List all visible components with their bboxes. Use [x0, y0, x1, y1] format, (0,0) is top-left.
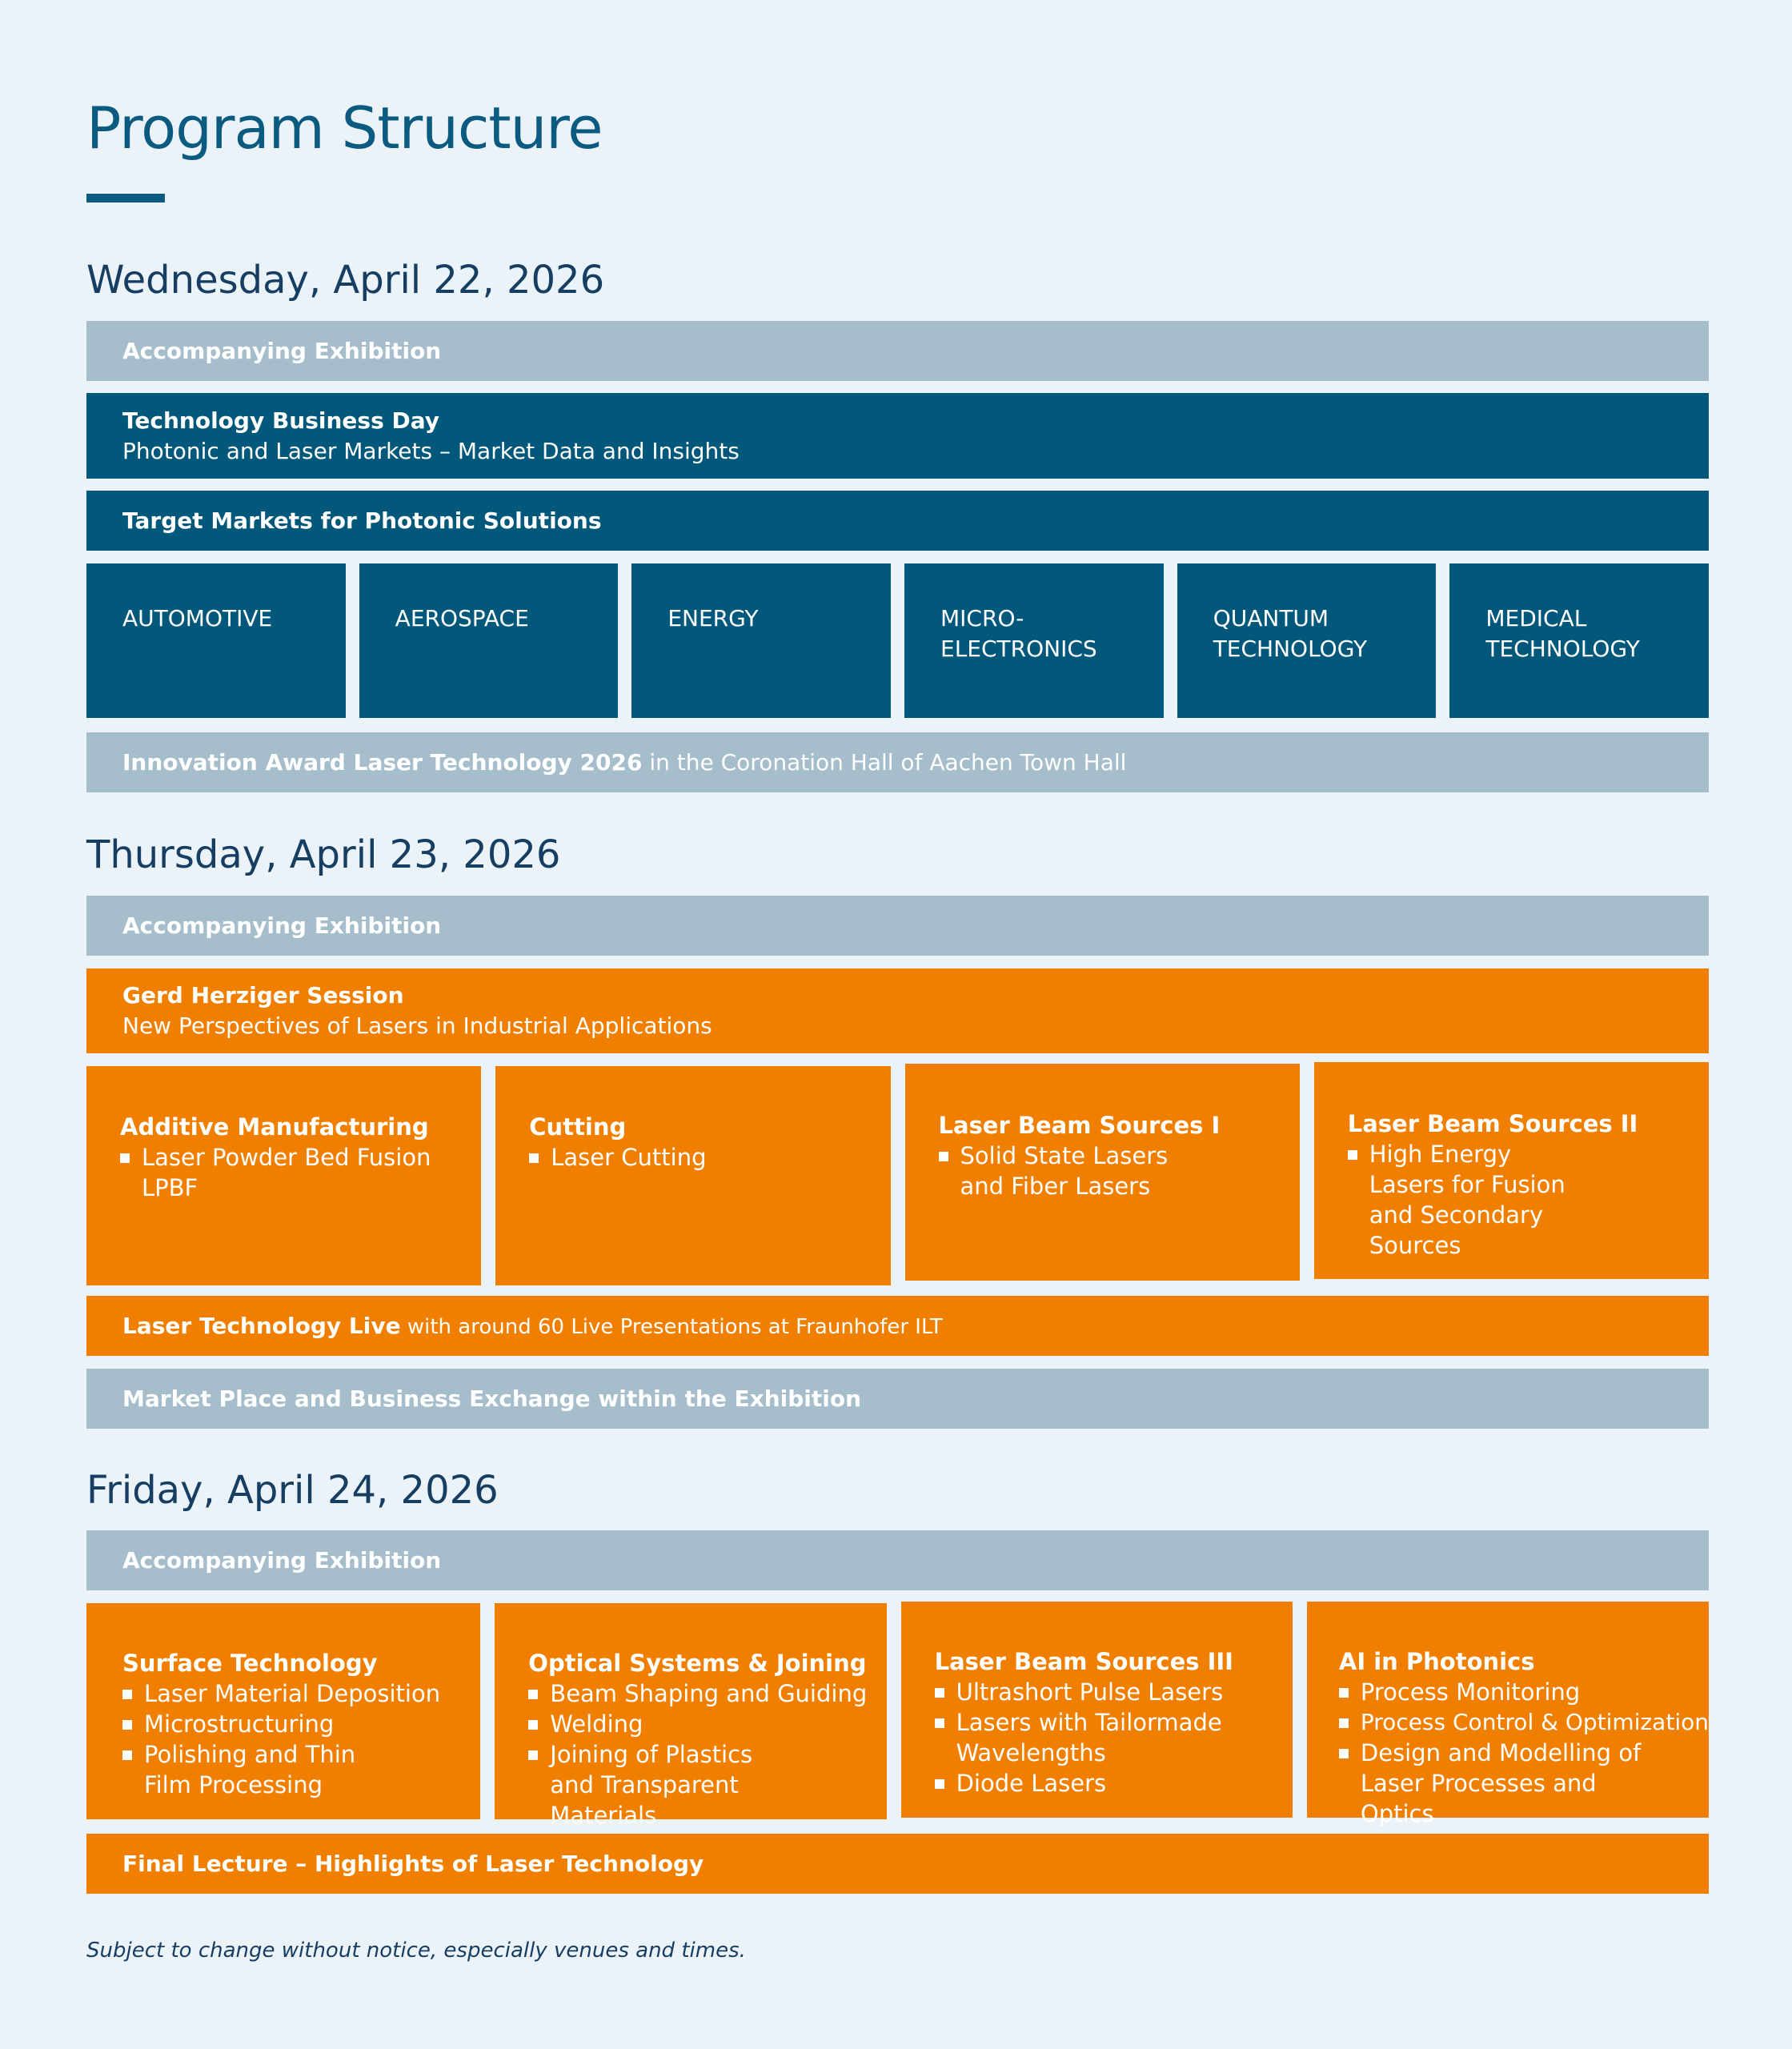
target-markets-label: Target Markets for Photonic Solutions [122, 507, 602, 534]
market-line: TECHNOLOGY [1485, 636, 1640, 662]
topic-title: Surface Technology [122, 1650, 378, 1677]
topic-title: Additive Manufacturing [120, 1113, 429, 1141]
laser-live-detail: with around 60 Live Presentations at Fraunhofer ILT [400, 1315, 943, 1339]
friday-topics-row [86, 1602, 1709, 1829]
market-tile-microelectronics [904, 563, 1164, 718]
topic-item: Microstructuring [122, 1709, 480, 1739]
session-title: Gerd Herziger Session [122, 982, 404, 1008]
thursday-topics-row [86, 1062, 1709, 1282]
topic-tile-optical [495, 1603, 886, 1829]
topic-item: High Energy Lasers for Fusion and Secondary Sources [1348, 1139, 1588, 1261]
market-tile-quantum [1177, 563, 1437, 718]
session-subtitle: New Perspectives of Lasers in Industrial Applications [122, 1012, 712, 1039]
title-underline [86, 194, 165, 202]
topic-list [122, 1678, 480, 1800]
exhibition-bar-friday [86, 1530, 1709, 1590]
exhibition-label: Accompanying Exhibition [122, 338, 442, 364]
topic-list [1339, 1677, 1709, 1829]
market-line: AUTOMOTIVE [122, 605, 273, 632]
topic-item: Joining of Plastics and Transparent Materials [528, 1739, 800, 1830]
topic-item: Diode Lasers [935, 1768, 1293, 1798]
topic-title: Laser Beam Sources II [1347, 1110, 1638, 1137]
final-lecture-label: Final Lecture – Highlights of Laser Technology [122, 1851, 704, 1877]
topic-title: Laser Beam Sources III [934, 1648, 1233, 1675]
topic-item: Polishing and Thin Film Processing [122, 1739, 379, 1800]
topic-tile-sources-2 [1314, 1062, 1709, 1279]
topic-list [1348, 1139, 1709, 1261]
market-line: AEROSPACE [395, 605, 529, 632]
award-venue: in the Coronation Hall of Aachen Town Hall [642, 749, 1127, 776]
market-tile-medical [1449, 563, 1709, 718]
topic-item: Process Monitoring [1339, 1677, 1709, 1707]
markets-row [86, 563, 1709, 718]
business-day-bar [86, 393, 1709, 479]
day-heading-thursday: Thursday, April 23, 2026 [86, 832, 561, 877]
topic-list [528, 1678, 886, 1830]
topic-item: Laser Material Deposition [122, 1678, 480, 1709]
exhibition-bar-wednesday [86, 321, 1709, 381]
topic-item: Ultrashort Pulse Lasers [935, 1677, 1293, 1707]
topic-title: Optical Systems & Joining [528, 1650, 867, 1677]
page-title: Program Structure [86, 94, 603, 162]
topic-title: Cutting [529, 1113, 627, 1141]
market-tile-aerospace [359, 563, 619, 718]
market-place-bar [86, 1369, 1709, 1429]
market-line: MEDICAL [1485, 605, 1587, 632]
exhibition-bar-thursday [86, 896, 1709, 956]
topic-list [120, 1142, 481, 1203]
market-line: ELECTRONICS [940, 636, 1097, 662]
award-bar [86, 732, 1709, 792]
topic-tile-sources-1 [905, 1064, 1300, 1281]
market-place-label: Market Place and Business Exchange within the Exhibition [122, 1385, 862, 1412]
day-heading-wednesday: Wednesday, April 22, 2026 [86, 258, 605, 303]
topic-item: Beam Shaping and Guiding [528, 1678, 886, 1709]
topic-tile-cutting [495, 1066, 890, 1285]
topic-item: Welding [528, 1709, 886, 1739]
exhibition-label: Accompanying Exhibition [122, 912, 442, 939]
business-day-title: Technology Business Day [122, 407, 440, 434]
market-tile-energy [631, 563, 891, 718]
topic-title: AI in Photonics [1338, 1648, 1535, 1675]
day-heading-friday: Friday, April 24, 2026 [86, 1468, 499, 1513]
exhibition-label: Accompanying Exhibition [122, 1547, 442, 1574]
award-title: Innovation Award Laser Technology 2026 [122, 749, 643, 776]
market-tile-automotive [86, 563, 346, 718]
target-markets-bar [86, 491, 1709, 551]
topic-item: Lasers with Tailormade Wavelengths [935, 1707, 1239, 1768]
herziger-session-bar [86, 968, 1709, 1053]
topic-tile-surface [86, 1603, 480, 1819]
final-lecture-bar [86, 1834, 1709, 1894]
market-line: ENERGY [667, 605, 759, 632]
laser-live-title: Laser Technology Live [122, 1313, 401, 1339]
business-day-subtitle: Photonic and Laser Markets – Market Data and Insights [122, 437, 740, 464]
market-line: TECHNOLOGY [1213, 636, 1368, 662]
topic-tile-sources-3 [901, 1602, 1293, 1818]
topic-title: Laser Beam Sources I [938, 1112, 1221, 1139]
topic-item: Design and Modelling of Laser Processes and Optics [1339, 1738, 1659, 1829]
topic-list [935, 1677, 1293, 1798]
topic-item: Solid State Lasers and Fiber Lasers [939, 1141, 1179, 1201]
topic-list [939, 1141, 1300, 1201]
footer-disclaimer: Subject to change without notice, especially venues and times. [86, 1939, 746, 1963]
topic-list [529, 1142, 890, 1173]
market-line: QUANTUM [1213, 605, 1329, 632]
topic-tile-ai [1307, 1602, 1709, 1827]
market-line: MICRO- [940, 605, 1024, 632]
topic-item: Laser Cutting [529, 1142, 890, 1173]
topic-tile-additive [86, 1066, 481, 1285]
laser-live-bar [86, 1296, 1709, 1356]
topic-item: Laser Powder Bed Fusion LPBF [120, 1142, 440, 1203]
topic-item: Process Control & Optimization [1339, 1707, 1709, 1738]
